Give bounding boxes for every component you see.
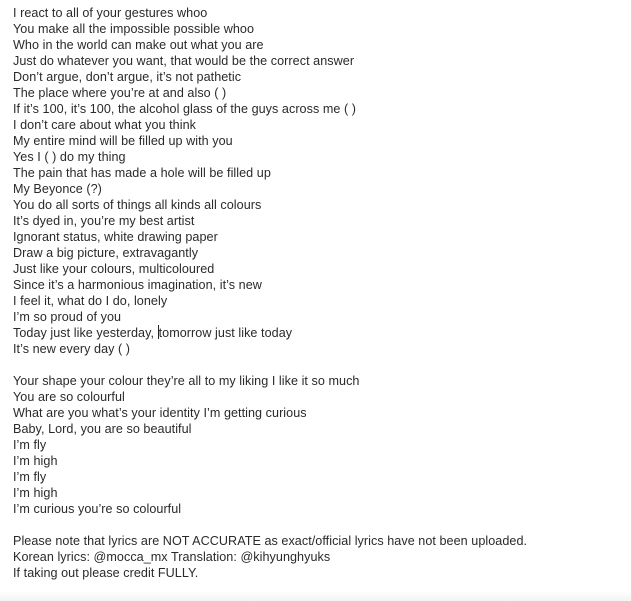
text-after-caret: tomorrow just like today [158, 326, 293, 340]
text-line[interactable]: Ignorant status, white drawing paper [13, 230, 218, 244]
text-line[interactable]: I’m high [13, 486, 58, 500]
text-line[interactable]: I’m fly [13, 470, 47, 484]
text-line[interactable]: Your shape your colour they’re all to my liking I like it so much [13, 374, 360, 388]
text-line[interactable]: My entire mind will be filled up with you [13, 134, 233, 148]
text-line[interactable]: Since it’s a harmonious imagination, it’s new [13, 278, 262, 292]
text-line[interactable]: My Beyonce (?) [13, 182, 102, 196]
text-line[interactable]: I’m fly [13, 438, 47, 452]
blank-line[interactable] [13, 517, 625, 533]
text-line[interactable]: The pain that has made a hole will be filled up [13, 166, 271, 180]
text-line[interactable]: I’m curious you’re so colourful [13, 502, 182, 516]
text-line[interactable]: I’m high [13, 454, 58, 468]
text-line[interactable]: You are so colourful [13, 390, 125, 404]
text-line[interactable]: It’s new every day ( ) [13, 342, 131, 356]
text-line[interactable]: You do all sorts of things all kinds all colours [13, 198, 262, 212]
text-line[interactable]: I feel it, what do I do, lonely [13, 294, 168, 308]
text-line[interactable]: Draw a big picture, extravagantly [13, 246, 199, 260]
text-line[interactable]: Yes I ( ) do my thing [13, 150, 126, 164]
text-line[interactable]: Don’t argue, don’t argue, it’s not pathetic [13, 70, 242, 84]
text-line[interactable]: Baby, Lord, you are so beautiful [13, 422, 192, 436]
text-line[interactable]: Just do whatever you want, that would be the correct answer [13, 54, 355, 68]
blank-line[interactable] [13, 357, 625, 373]
text-line[interactable]: What are you what’s your identity I’m getting curious [13, 406, 307, 420]
text-line[interactable]: I’m so proud of you [13, 310, 122, 324]
bottom-edge [0, 591, 631, 601]
text-line[interactable]: If taking out please credit FULLY. [13, 566, 199, 580]
text-line[interactable]: Korean lyrics: @mocca_mx Translation: @kihyunghyuks [13, 550, 331, 564]
text-line[interactable]: I react to all of your gestures whoo [13, 6, 208, 20]
text-line[interactable]: I don’t care about what you think [13, 118, 196, 132]
text-line[interactable]: You make all the impossible possible whoo [13, 22, 255, 36]
text-line[interactable]: It’s dyed in, you’re my best artist [13, 214, 195, 228]
document-text-area[interactable] [13, 5, 625, 581]
text-line[interactable]: Please note that lyrics are NOT ACCURATE as exact/official lyrics have not been uploaded. [13, 534, 528, 548]
text-line[interactable]: The place where you’re at and also ( ) [13, 86, 227, 100]
text-line[interactable] [13, 325, 625, 341]
text-line[interactable]: Who in the world can make out what you are [13, 38, 264, 52]
text-line[interactable]: If it’s 100, it’s 100, the alcohol glass of the guys across me ( ) [13, 102, 357, 116]
text-line[interactable]: Just like your colours, multicoloured [13, 262, 215, 276]
text-before-caret: Today just like yesterday, [13, 326, 158, 340]
